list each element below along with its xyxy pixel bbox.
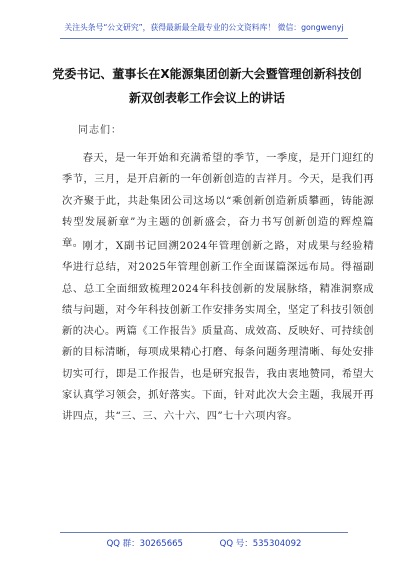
header-banner: 关注头条号“公文研究”，获得最新最全最专业的公文资料库！ 微信：gongwenyj bbox=[64, 23, 344, 32]
footer-contact bbox=[0, 537, 408, 549]
salutation: 同志们： bbox=[78, 125, 122, 136]
body-paragraph-2: 刚才，X副书记回溯2024年管理创新之路，对成果与经验精华进行总结，对2025年管理创新工作全面谋篇深远布局。得福副总、总工全面细致梳理2024年科技创新的发展脉络，精准洞察成绩与问题，对今年科技创新工作安排务实周全，坚定了科技引领创新的决心。两篇《工作报告》质量高、成效高、反映好、可持续创新的目标清晰，每项成果精心打磨、每条问题务理清晰、每处安排切实可行，即是工作报告，也是研究报告，我由衷地赞同，希望大家认真学习领会，抓好落实。下面，针对此次大会主题，我展开再讲四点，共“三、三、六十六、四”七十六项内容。 bbox=[62, 240, 374, 423]
header-divider bbox=[60, 38, 348, 39]
qq-group-text: QQ 群：30265665 bbox=[106, 539, 183, 549]
document-title: 党委书记、董事长在X能源集团创新大会暨管理创新科技创新双创表彰工作会议上的讲话 bbox=[52, 67, 362, 105]
qq-number-text: QQ 号：535304092 bbox=[219, 539, 302, 549]
body-paragraph-1: 春天，是一年开始和充满希望的季节，一季度，是开门迎红的季节，三月，是开启新的一年创新创造的吉祥月。今天，是我们再次齐聚于此，共赴集团公司这场以“乘创新创造新质攀画，铸能源转型发展新章”为主题的创新盛会，奋力书写创新创造的辉煌篇章。 bbox=[62, 152, 374, 250]
footer-divider bbox=[60, 532, 348, 533]
